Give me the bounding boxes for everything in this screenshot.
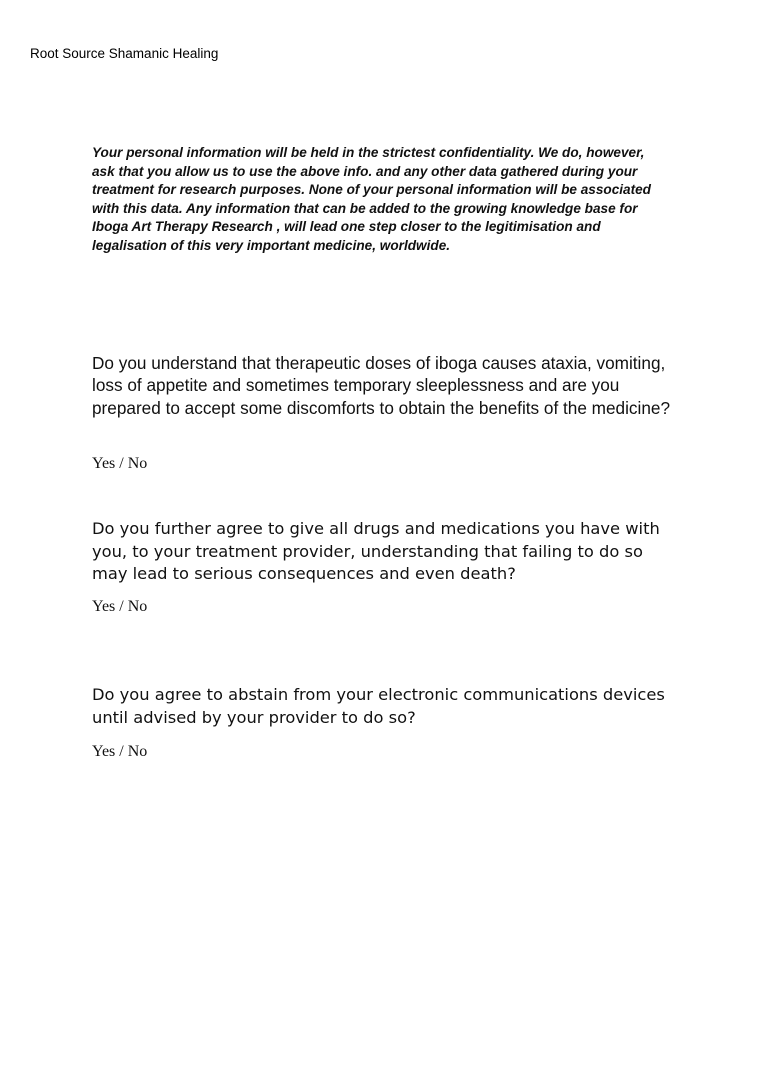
answer-side-effects: Yes / No bbox=[92, 455, 148, 472]
page-header-title: Root Source Shamanic Healing bbox=[30, 46, 219, 61]
question-electronic-devices: Do you agree to abstain from your electronic communications devices until advised by your provider to do so? bbox=[92, 685, 665, 727]
confidentiality-notice: Your personal information will be held in the strictest confidentiality. We do, however, ask that you allow us to use the above info. and any other data gathered during your treatment for research purposes. None of your personal information will be associated with this data. Any information that can be added to the growing knowledge base for Iboga Art Therapy Research , will lead one step closer to the legitimisation and legalisation of this very important medicine, worldwide. bbox=[92, 145, 651, 253]
question-surrender-drugs: Do you further agree to give all drugs and medications you have with you, to your treatment provider, understanding that failing to do so may lead to serious consequences and even death? bbox=[92, 519, 660, 583]
answer-surrender-drugs: Yes / No bbox=[92, 598, 148, 615]
question-side-effects: Do you understand that therapeutic doses of iboga causes ataxia, vomiting, loss of appetite and sometimes temporary sleeplessness and are you prepared to accept some discomforts to obtain the benefits of the medicine? bbox=[92, 353, 671, 418]
answer-electronic-devices: Yes / No bbox=[92, 743, 148, 760]
